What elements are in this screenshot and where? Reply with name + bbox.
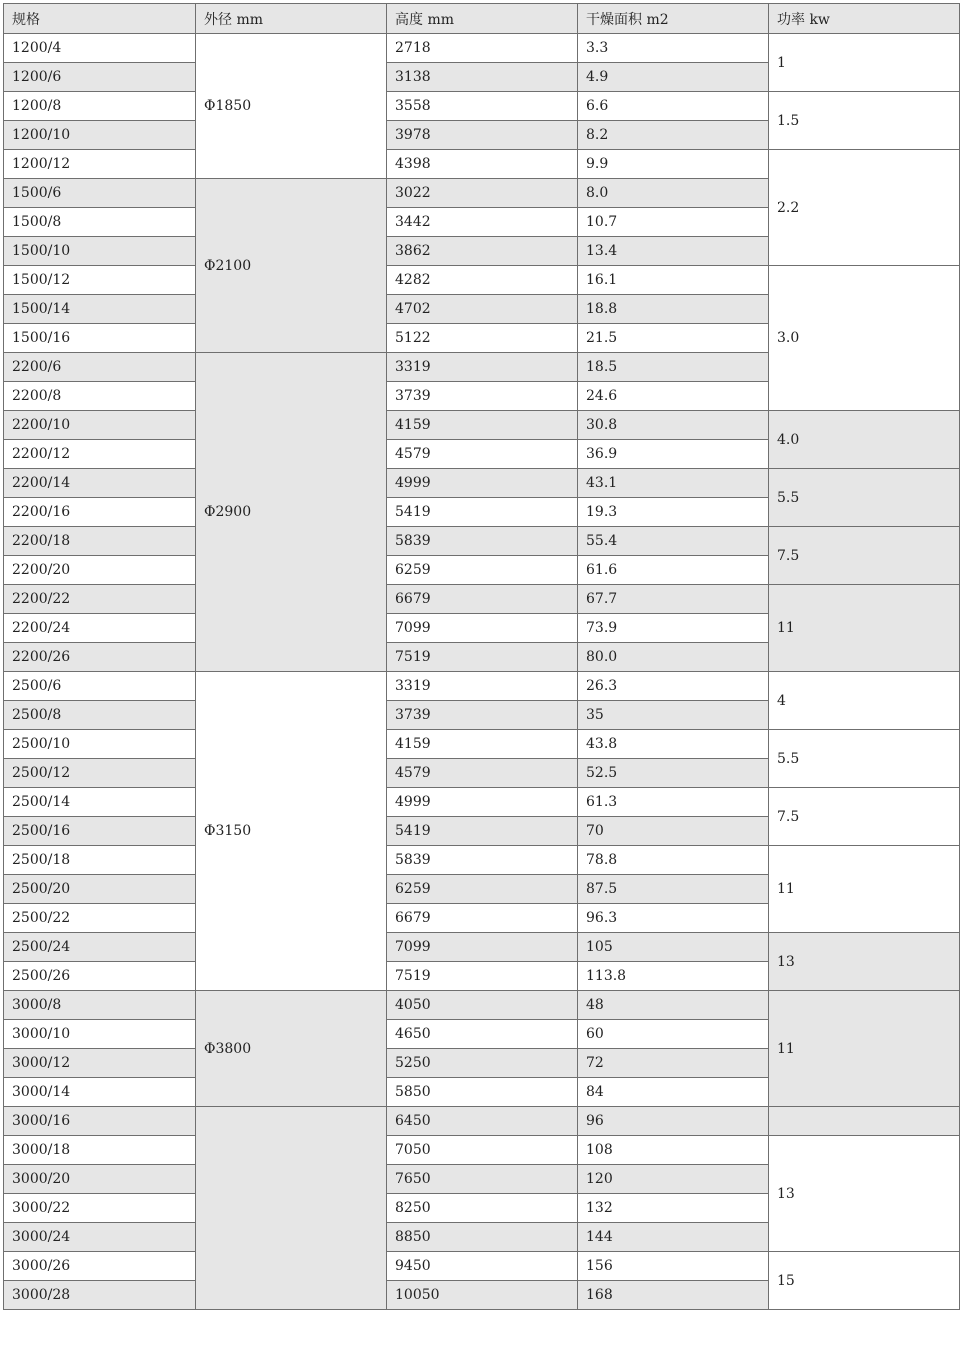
drying-area-cell: 10.7 <box>578 208 769 237</box>
drying-area-cell: 78.8 <box>578 846 769 875</box>
drying-area-cell: 120 <box>578 1165 769 1194</box>
spec-cell: 2200/10 <box>4 411 196 440</box>
height-cell: 6450 <box>387 1107 578 1136</box>
spec-cell: 1200/12 <box>4 150 196 179</box>
height-cell: 4398 <box>387 150 578 179</box>
spec-cell: 2200/22 <box>4 585 196 614</box>
spec-cell: 2200/8 <box>4 382 196 411</box>
height-cell: 5419 <box>387 817 578 846</box>
drying-area-cell: 30.8 <box>578 411 769 440</box>
spec-cell: 3000/8 <box>4 991 196 1020</box>
height-cell: 3739 <box>387 701 578 730</box>
spec-cell: 2500/22 <box>4 904 196 933</box>
spec-cell: 1500/14 <box>4 295 196 324</box>
spec-cell: 2500/10 <box>4 730 196 759</box>
table-row <box>4 92 960 121</box>
power-cell: 7.5 <box>769 788 960 846</box>
height-cell: 5250 <box>387 1049 578 1078</box>
table-row <box>4 846 960 875</box>
height-cell: 3739 <box>387 382 578 411</box>
height-cell: 4159 <box>387 411 578 440</box>
height-cell: 5850 <box>387 1078 578 1107</box>
spec-cell: 2500/18 <box>4 846 196 875</box>
spec-cell: 2500/12 <box>4 759 196 788</box>
outer-diameter-cell: Φ3800 <box>196 991 387 1107</box>
outer-diameter-cell: Φ2900 <box>196 353 387 672</box>
spec-cell: 3000/20 <box>4 1165 196 1194</box>
power-cell <box>769 1107 960 1136</box>
table-row <box>4 991 960 1020</box>
drying-area-cell: 52.5 <box>578 759 769 788</box>
spec-cell: 3000/14 <box>4 1078 196 1107</box>
drying-area-cell: 60 <box>578 1020 769 1049</box>
height-cell: 4999 <box>387 469 578 498</box>
drying-area-cell: 87.5 <box>578 875 769 904</box>
power-cell: 1.5 <box>769 92 960 150</box>
drying-area-cell: 21.5 <box>578 324 769 353</box>
spec-cell: 3000/22 <box>4 1194 196 1223</box>
header-outer-diameter: 外径 mm <box>196 4 387 34</box>
spec-cell: 2500/14 <box>4 788 196 817</box>
drying-area-cell: 108 <box>578 1136 769 1165</box>
height-cell: 4282 <box>387 266 578 295</box>
spec-cell: 3000/24 <box>4 1223 196 1252</box>
drying-area-cell: 48 <box>578 991 769 1020</box>
power-cell: 7.5 <box>769 527 960 585</box>
drying-area-cell: 73.9 <box>578 614 769 643</box>
height-cell: 4650 <box>387 1020 578 1049</box>
table-row <box>4 1252 960 1281</box>
spec-cell: 2200/26 <box>4 643 196 672</box>
drying-area-cell: 72 <box>578 1049 769 1078</box>
spec-cell: 2500/8 <box>4 701 196 730</box>
spec-cell: 2500/26 <box>4 962 196 991</box>
height-cell: 3319 <box>387 353 578 382</box>
drying-area-cell: 61.6 <box>578 556 769 585</box>
height-cell: 5419 <box>387 498 578 527</box>
height-cell: 3978 <box>387 121 578 150</box>
drying-area-cell: 35 <box>578 701 769 730</box>
drying-area-cell: 8.0 <box>578 179 769 208</box>
drying-area-cell: 8.2 <box>578 121 769 150</box>
height-cell: 6259 <box>387 556 578 585</box>
spec-cell: 2500/6 <box>4 672 196 701</box>
power-cell: 11 <box>769 585 960 672</box>
drying-area-cell: 168 <box>578 1281 769 1310</box>
spec-cell: 2200/12 <box>4 440 196 469</box>
drying-area-cell: 6.6 <box>578 92 769 121</box>
height-cell: 3558 <box>387 92 578 121</box>
power-cell: 3.0 <box>769 266 960 411</box>
outer-diameter-cell: Φ3150 <box>196 672 387 991</box>
height-cell: 4050 <box>387 991 578 1020</box>
height-cell: 8850 <box>387 1223 578 1252</box>
table-row <box>4 672 960 701</box>
table-row <box>4 933 960 962</box>
table-row <box>4 788 960 817</box>
spec-cell: 1500/8 <box>4 208 196 237</box>
table-row <box>4 1136 960 1165</box>
spec-cell: 1200/10 <box>4 121 196 150</box>
drying-area-cell: 3.3 <box>578 34 769 63</box>
spec-cell: 1200/4 <box>4 34 196 63</box>
drying-area-cell: 9.9 <box>578 150 769 179</box>
drying-area-cell: 61.3 <box>578 788 769 817</box>
height-cell: 2718 <box>387 34 578 63</box>
drying-area-cell: 13.4 <box>578 237 769 266</box>
power-cell: 15 <box>769 1252 960 1310</box>
header-spec: 规格 <box>4 4 196 34</box>
drying-area-cell: 96 <box>578 1107 769 1136</box>
outer-diameter-cell: Φ1850 <box>196 34 387 179</box>
drying-area-cell: 70 <box>578 817 769 846</box>
height-cell: 10050 <box>387 1281 578 1310</box>
spec-cell: 2200/16 <box>4 498 196 527</box>
height-cell: 7050 <box>387 1136 578 1165</box>
table-row <box>4 266 960 295</box>
drying-area-cell: 19.3 <box>578 498 769 527</box>
table-row <box>4 469 960 498</box>
spec-cell: 2200/6 <box>4 353 196 382</box>
table-body <box>4 34 960 1310</box>
drying-area-cell: 43.1 <box>578 469 769 498</box>
height-cell: 8250 <box>387 1194 578 1223</box>
outer-diameter-cell <box>196 1107 387 1310</box>
drying-area-cell: 96.3 <box>578 904 769 933</box>
header-height: 高度 mm <box>387 4 578 34</box>
table-row <box>4 150 960 179</box>
spec-cell: 2500/24 <box>4 933 196 962</box>
drying-area-cell: 55.4 <box>578 527 769 556</box>
height-cell: 5839 <box>387 527 578 556</box>
drying-area-cell: 4.9 <box>578 63 769 92</box>
power-cell: 11 <box>769 991 960 1107</box>
height-cell: 4159 <box>387 730 578 759</box>
table-row <box>4 1107 960 1136</box>
drying-area-cell: 16.1 <box>578 266 769 295</box>
spec-cell: 1500/16 <box>4 324 196 353</box>
height-cell: 3862 <box>387 237 578 266</box>
drying-area-cell: 113.8 <box>578 962 769 991</box>
spec-cell: 3000/16 <box>4 1107 196 1136</box>
spec-cell: 2200/20 <box>4 556 196 585</box>
power-cell: 13 <box>769 1136 960 1252</box>
height-cell: 7519 <box>387 643 578 672</box>
spec-cell: 3000/10 <box>4 1020 196 1049</box>
spec-cell: 2200/24 <box>4 614 196 643</box>
height-cell: 4702 <box>387 295 578 324</box>
height-cell: 3319 <box>387 672 578 701</box>
drying-area-cell: 24.6 <box>578 382 769 411</box>
power-cell: 5.5 <box>769 730 960 788</box>
drying-area-cell: 18.5 <box>578 353 769 382</box>
spec-cell: 1500/12 <box>4 266 196 295</box>
drying-area-cell: 132 <box>578 1194 769 1223</box>
table-row <box>4 585 960 614</box>
spec-cell: 2500/16 <box>4 817 196 846</box>
height-cell: 7099 <box>387 614 578 643</box>
height-cell: 4579 <box>387 440 578 469</box>
power-cell: 4 <box>769 672 960 730</box>
height-cell: 7099 <box>387 933 578 962</box>
table-row <box>4 527 960 556</box>
height-cell: 9450 <box>387 1252 578 1281</box>
height-cell: 6679 <box>387 585 578 614</box>
height-cell: 5122 <box>387 324 578 353</box>
spec-cell: 3000/26 <box>4 1252 196 1281</box>
height-cell: 3442 <box>387 208 578 237</box>
power-cell: 5.5 <box>769 469 960 527</box>
drying-area-cell: 105 <box>578 933 769 962</box>
spec-cell: 3000/18 <box>4 1136 196 1165</box>
drying-area-cell: 36.9 <box>578 440 769 469</box>
power-cell: 13 <box>769 933 960 991</box>
height-cell: 4579 <box>387 759 578 788</box>
header-power: 功率 kw <box>769 4 960 34</box>
height-cell: 3138 <box>387 63 578 92</box>
height-cell: 7650 <box>387 1165 578 1194</box>
height-cell: 3022 <box>387 179 578 208</box>
spec-cell: 2200/14 <box>4 469 196 498</box>
drying-area-cell: 43.8 <box>578 730 769 759</box>
height-cell: 4999 <box>387 788 578 817</box>
spec-cell: 1500/10 <box>4 237 196 266</box>
spec-cell: 3000/28 <box>4 1281 196 1310</box>
spec-cell: 1200/8 <box>4 92 196 121</box>
drying-area-cell: 18.8 <box>578 295 769 324</box>
drying-area-cell: 144 <box>578 1223 769 1252</box>
power-cell: 2.2 <box>769 150 960 266</box>
spec-cell: 2200/18 <box>4 527 196 556</box>
power-cell: 11 <box>769 846 960 933</box>
power-cell: 4.0 <box>769 411 960 469</box>
outer-diameter-cell: Φ2100 <box>196 179 387 353</box>
spec-cell: 2500/20 <box>4 875 196 904</box>
drying-area-cell: 80.0 <box>578 643 769 672</box>
table-row <box>4 411 960 440</box>
drying-area-cell: 26.3 <box>578 672 769 701</box>
table-row <box>4 730 960 759</box>
header-row <box>4 4 960 34</box>
spec-cell: 1200/6 <box>4 63 196 92</box>
spec-cell: 1500/6 <box>4 179 196 208</box>
drying-area-cell: 84 <box>578 1078 769 1107</box>
table-row <box>4 34 960 63</box>
spec-cell: 3000/12 <box>4 1049 196 1078</box>
height-cell: 7519 <box>387 962 578 991</box>
height-cell: 5839 <box>387 846 578 875</box>
spec-table <box>3 3 960 1310</box>
header-drying-area: 干燥面积 m2 <box>578 4 769 34</box>
drying-area-cell: 156 <box>578 1252 769 1281</box>
height-cell: 6679 <box>387 904 578 933</box>
height-cell: 6259 <box>387 875 578 904</box>
drying-area-cell: 67.7 <box>578 585 769 614</box>
power-cell: 1 <box>769 34 960 92</box>
